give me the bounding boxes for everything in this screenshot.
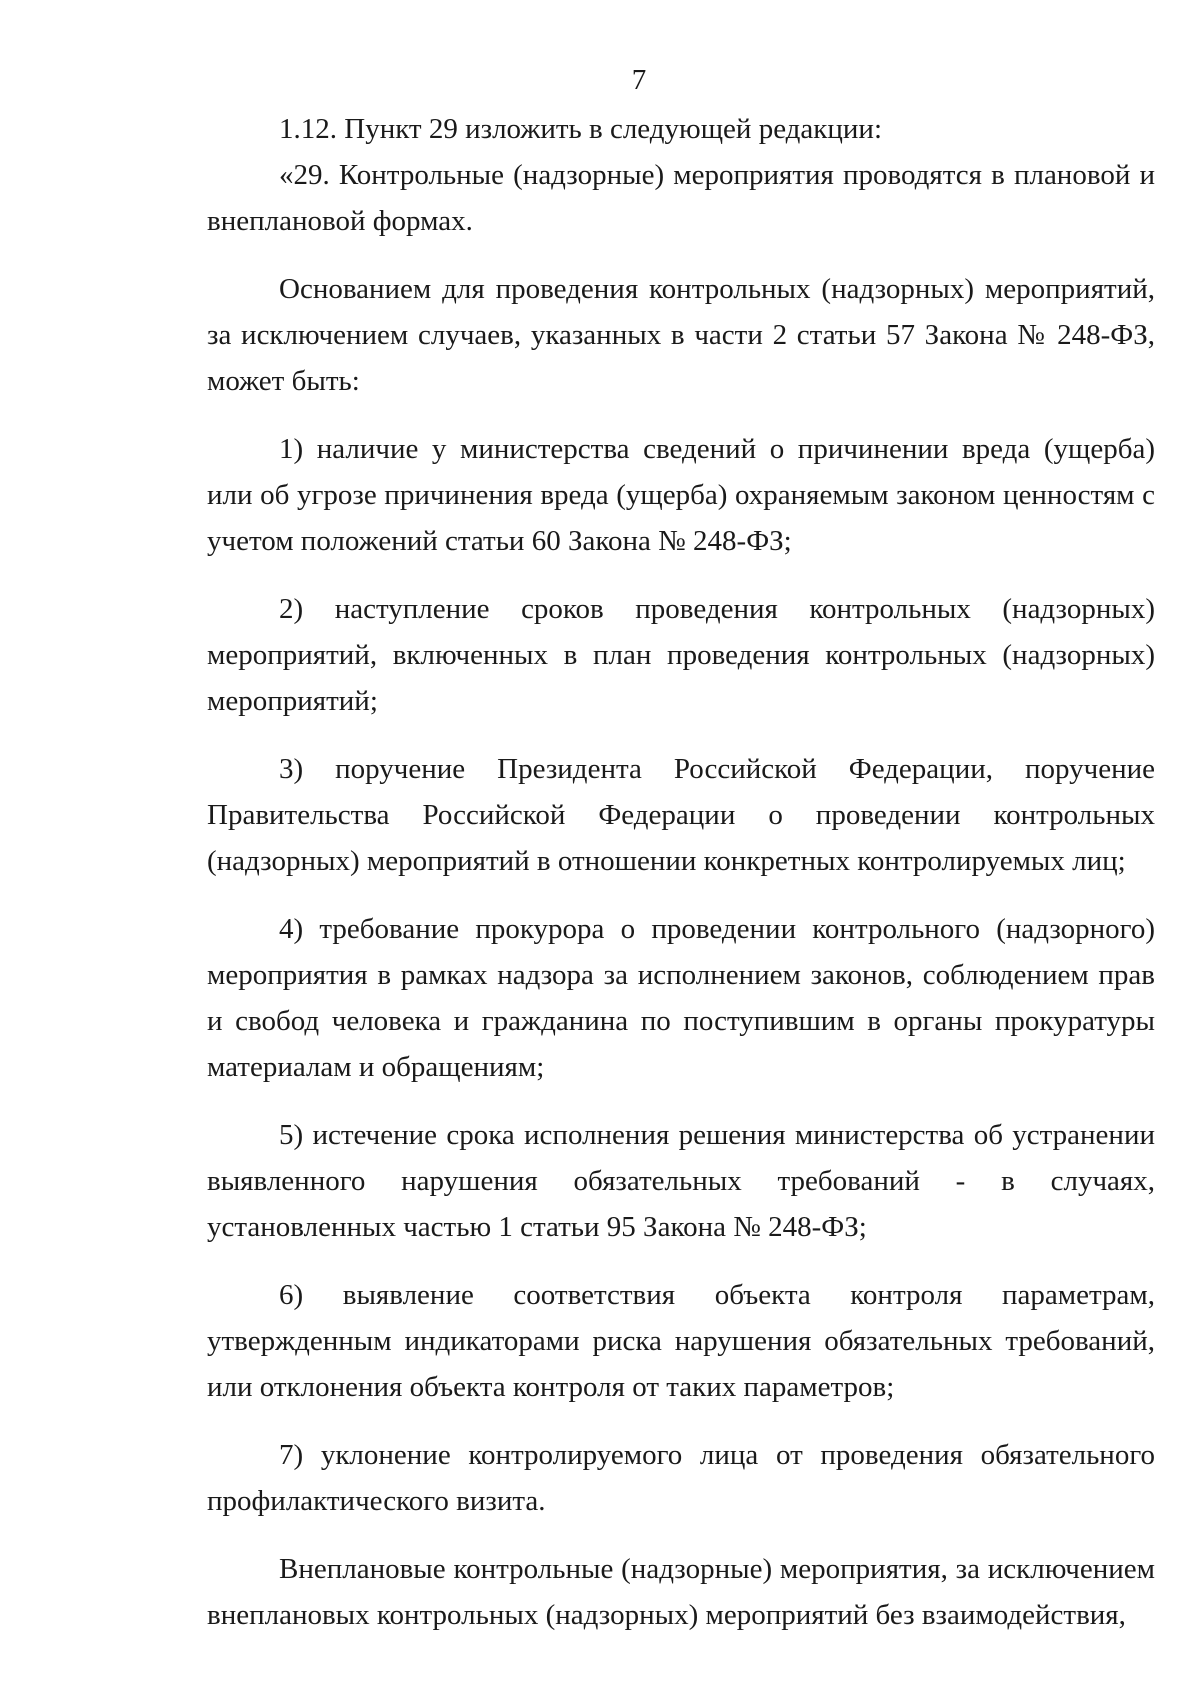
paragraph-ground-7: 7) уклонение контролируемого лица от проведения обязательного профилактического визита. [207, 1439, 1155, 1517]
paragraph-ground-2: 2) наступление сроков проведения контрольных (надзорных) мероприятий, включенных в план проведения контрольных (надзорных) мероприятий; [207, 593, 1155, 717]
paragraph-unscheduled: Внеплановые контрольные (надзорные) мероприятия, за исключением внеплановых контрольных (надзорных) мероприятий без взаимодействия, [207, 1553, 1155, 1631]
paragraph-ground-4: 4) требование прокурора о проведении контрольного (надзорного) мероприятия в рамках надзора за исполнением законов, соблюдением прав и свобод человека и гражданина по поступившим в органы прокуратуры материалам и обращениям; [207, 913, 1155, 1083]
paragraph-ground-1: 1) наличие у министерства сведений о причинении вреда (ущерба) или об угрозе причинения вреда (ущерба) охраняемым законом ценностям с учетом положений статьи 60 Закона № 248-ФЗ; [207, 433, 1155, 557]
page-number: 7 [631, 64, 647, 96]
paragraph-ground-3: 3) поручение Президента Российской Федерации, поручение Правительства Российской Федерации о проведении контрольных (надзорных) мероприятий в отношении конкретных контролируемых лиц; [207, 753, 1155, 877]
document-body [207, 106, 1155, 1638]
paragraph-ground-6: 6) выявление соответствия объекта контроля параметрам, утвержденным индикаторами риска нарушения обязательных требований, или отклонения объекта контроля от таких параметров; [207, 1279, 1155, 1403]
paragraph-clause-29: «29. Контрольные (надзорные) мероприятия проводятся в плановой и внеплановой формах. [207, 159, 1155, 237]
paragraph-ground-5: 5) истечение срока исполнения решения министерства об устранении выявленного нарушения обязательных требований - в случаях, установленных частью 1 статьи 95 Закона № 248-ФЗ; [207, 1119, 1155, 1243]
paragraph-grounds-intro: Основанием для проведения контрольных (надзорных) мероприятий, за исключением случаев, указанных в части 2 статьи 57 Закона № 248-ФЗ, может быть: [207, 273, 1155, 397]
paragraph-item-1-12: 1.12. Пункт 29 изложить в следующей редакции: [279, 113, 883, 145]
